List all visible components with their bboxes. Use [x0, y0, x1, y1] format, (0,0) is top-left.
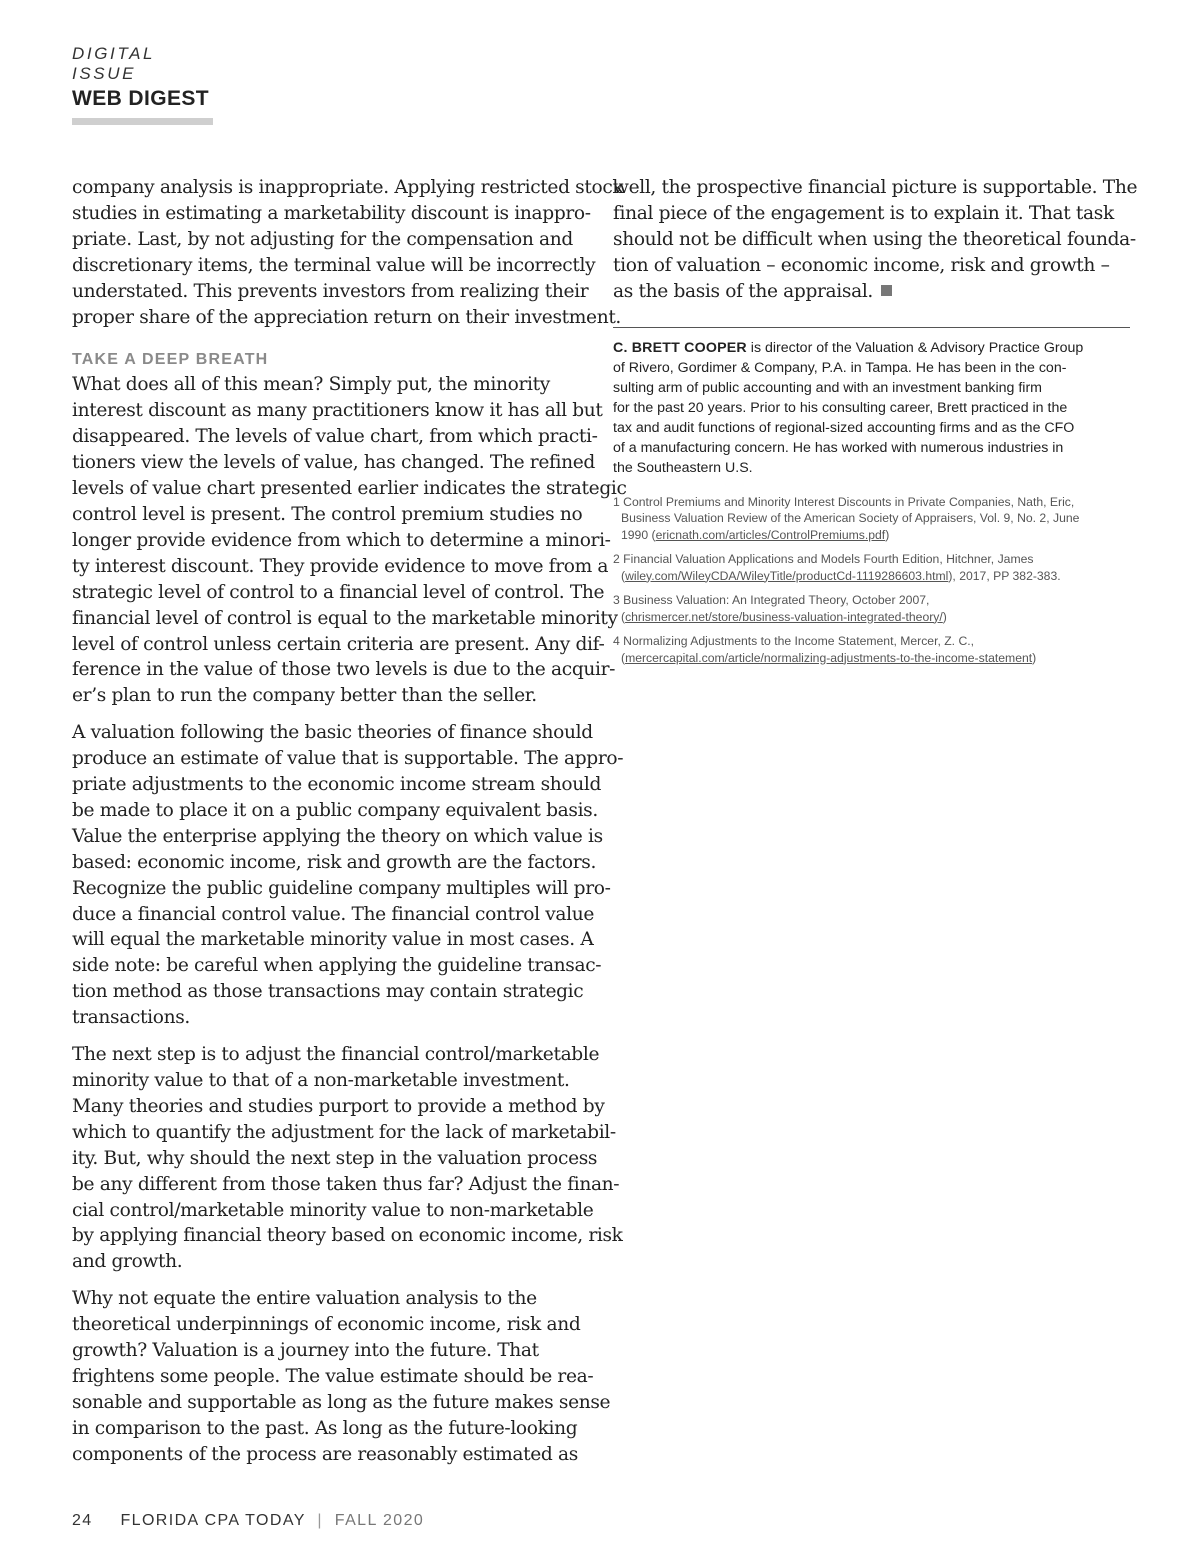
- text-line: Why not equate the entire valuation analysis to the: [72, 1288, 537, 1310]
- endnote-4: [613, 633, 1130, 666]
- endnote-line: [613, 568, 1130, 585]
- endnotes: [613, 494, 1130, 667]
- text-line: duce a financial control value. The financial control value: [72, 903, 595, 925]
- text-line: which to quantify the adjustment for the lack of marketabil-: [72, 1121, 616, 1143]
- endnote-2: [613, 551, 1130, 584]
- text-line: growth? Valuation is a journey into the future. That: [72, 1340, 539, 1362]
- endnote-link[interactable]: wiley.com/WileyCDA/WileyTitle/productCd-1119286603.html: [625, 568, 949, 583]
- text-line: ference in the value of those two levels is due to the acquir-: [72, 659, 616, 681]
- endnote-line: 1 Control Premiums and Minority Interest Discounts in Private Companies, Nath, Eric,: [613, 494, 1075, 509]
- text-line: ity. But, why should the next step in the valuation process: [72, 1147, 598, 1169]
- paragraph-continuation: [72, 175, 624, 330]
- text-line: ty interest discount. They provide evidence to move from a: [72, 555, 609, 577]
- paragraph-minority-discount: [72, 372, 627, 709]
- text-line: financial level of control is equal to the marketable minority: [72, 607, 618, 629]
- text-line: disappeared. The levels of value chart, from which practi-: [72, 426, 598, 448]
- endnote-text: ): [942, 609, 947, 624]
- text-line: control level is present. The control premium studies no: [72, 503, 583, 525]
- text-line: in comparison to the past. As long as the future-looking: [72, 1417, 578, 1439]
- text-line: theoretical underpinnings of economic income, risk and: [72, 1314, 581, 1336]
- page-number: 24: [72, 1512, 93, 1529]
- text-line: minority value to that of a non-marketable investment.: [72, 1070, 570, 1091]
- text-line: priate adjustments to the economic income stream should: [72, 774, 602, 796]
- paragraph-why-not-equate: [72, 1286, 611, 1467]
- page-footer: [72, 1512, 424, 1530]
- text-line: A valuation following the basic theories of finance should: [72, 722, 593, 744]
- text-line: Many theories and studies purport to provide a method by: [72, 1095, 605, 1117]
- digital-issue-kicker: DIGITAL ISSUE: [72, 44, 155, 83]
- end-of-article-mark: [881, 285, 892, 296]
- bio-line: of Rivero, Gordimer & Company, P.A. in Tampa. He has been in the con-: [613, 359, 1067, 376]
- text-line: sonable and supportable as long as the future makes sense: [72, 1391, 611, 1413]
- text-line: levels of value chart presented earlier indicates the strategic: [72, 478, 627, 500]
- text-line: discretionary items, the terminal value will be incorrectly: [72, 254, 596, 276]
- endnote-line: [613, 609, 1130, 626]
- text-line: transactions.: [72, 1007, 190, 1029]
- text-line: will equal the marketable minority value in most cases. A: [72, 929, 594, 951]
- text-line: interest discount as many practitioners know it has all but: [72, 400, 603, 422]
- text-line: proper share of the appreciation return on their investment.: [72, 306, 621, 328]
- text-line: understated. This prevents investors from realizing their: [72, 280, 589, 302]
- text-line: should not be difficult when using the theoretical founda-: [613, 228, 1136, 250]
- web-digest-title: WEB DIGEST: [72, 87, 210, 110]
- text-line: produce an estimate of value that is supportable. The appro-: [72, 748, 624, 770]
- text-line: tioners view the levels of value, has changed. The refined: [72, 452, 595, 474]
- author-name: C. BRETT COOPER: [613, 339, 747, 356]
- bio-line: the Southeastern U.S.: [613, 459, 753, 476]
- text-line: be any different from those taken thus far? Adjust the finan-: [72, 1173, 620, 1195]
- endnote-line: [613, 527, 1130, 544]
- text-line: be made to place it on a public company equivalent basis.: [72, 799, 598, 821]
- text-line: components of the process are reasonably estimated as: [72, 1443, 578, 1465]
- endnote-text: ), 2017, PP 382-383.: [948, 568, 1061, 583]
- bio-line: [613, 338, 1130, 358]
- endnote-link[interactable]: ericnath.com/articles/ControlPremiums.pdf: [655, 527, 886, 542]
- paragraph-next-step: [72, 1042, 623, 1275]
- endnote-text: ): [885, 527, 890, 542]
- text-line: by applying financial theory based on economic income, risk: [72, 1225, 623, 1247]
- text-line: priate. Last, by not adjusting for the compensation and: [72, 228, 573, 250]
- paragraph-basic-theories: [72, 720, 624, 1031]
- text-line: tion of valuation – economic income, risk and growth –: [613, 254, 1110, 276]
- text-line: Recognize the public guideline company multiples will pro-: [72, 877, 611, 899]
- endnote-link[interactable]: chrismercer.net/store/business-valuation-integrated-theory/: [625, 609, 943, 624]
- text-line: company analysis is inappropriate. Applying restricted stock: [72, 177, 624, 198]
- right-column: [613, 175, 1138, 674]
- text-line-content: as the basis of the appraisal.: [613, 280, 873, 302]
- bio-line: for the past 20 years. Prior to his consulting career, Brett practiced in the: [613, 399, 1068, 416]
- text-line: based: economic income, risk and growth are the factors.: [72, 851, 597, 873]
- endnote-3: [613, 592, 1130, 625]
- bio-line: tax and audit functions of regional-sized accounting firms and as the CFO: [613, 419, 1075, 436]
- endnote-1: [613, 494, 1130, 544]
- publication-name: FLORIDA CPA TODAY: [120, 1512, 306, 1529]
- author-bio: [613, 338, 1130, 478]
- bio-line: of a manufacturing concern. He has worked with numerous industries in: [613, 439, 1064, 456]
- text-line: Value the enterprise applying the theory on which value is: [72, 825, 603, 847]
- endnote-text: ): [1032, 650, 1037, 665]
- text-line: tion method as those transactions may contain strategic: [72, 981, 584, 1003]
- endnote-line: [613, 650, 1130, 667]
- issue-date: FALL 2020: [334, 1512, 425, 1529]
- endnote-text: (: [621, 650, 626, 665]
- text-line: The next step is to adjust the financial control/marketable: [72, 1044, 600, 1066]
- text-line: strategic level of control to a financial level of control. The: [72, 581, 605, 603]
- text-line: frightens some people. The value estimate should be rea-: [72, 1365, 594, 1387]
- text-line: final piece of the engagement is to explain it. That task: [613, 202, 1114, 224]
- bio-first-line-text: is director of the Valuation & Advisory Practice Group: [746, 339, 1084, 356]
- text-line: longer provide evidence from which to determine a minori-: [72, 529, 611, 551]
- endnote-line: 3 Business Valuation: An Integrated Theory, October 2007,: [613, 593, 930, 608]
- section-header: [72, 44, 213, 125]
- paragraph-conclusion: [613, 175, 1138, 305]
- text-line: level of control unless certain criteria are present. Any dif-: [72, 633, 605, 655]
- bio-line: sulting arm of public accounting and with an investment banking firm: [613, 379, 1043, 396]
- text-line: side note: be careful when applying the guideline transac-: [72, 955, 602, 977]
- header-underline-bar: [72, 118, 213, 125]
- endnote-line: 2 Financial Valuation Applications and Models Fourth Edition, Hitchner, James: [613, 552, 1034, 567]
- text-line: What does all of this mean? Simply put, the minority: [72, 374, 550, 396]
- text-line: studies in estimating a marketability discount is inappro-: [72, 202, 591, 224]
- text-line: and growth.: [72, 1251, 183, 1273]
- endnote-text: 1990 (: [621, 527, 656, 542]
- endnote-text: (: [621, 568, 626, 583]
- endnote-line: Business Valuation Review of the American Society of Appraisers, Vol. 9, No. 2, June: [621, 511, 1080, 526]
- left-column: [72, 175, 627, 1479]
- text-line: er’s plan to run the company better than the seller.: [72, 685, 537, 707]
- text-line: well, the prospective financial picture is supportable. The: [613, 177, 1138, 198]
- endnote-link[interactable]: mercercapital.com/article/normalizing-adjustments-to-the-income-statement: [625, 650, 1033, 665]
- footer-separator: |: [317, 1512, 323, 1529]
- endnote-text: (: [621, 609, 626, 624]
- text-line: cial control/marketable minority value to non-marketable: [72, 1199, 594, 1221]
- subhead-take-a-deep-breath: TAKE A DEEP BREATH: [72, 351, 269, 369]
- endnote-line: 4 Normalizing Adjustments to the Income Statement, Mercer, Z. C.,: [613, 634, 975, 649]
- bio-divider: [613, 327, 1130, 328]
- text-line: [613, 279, 1130, 305]
